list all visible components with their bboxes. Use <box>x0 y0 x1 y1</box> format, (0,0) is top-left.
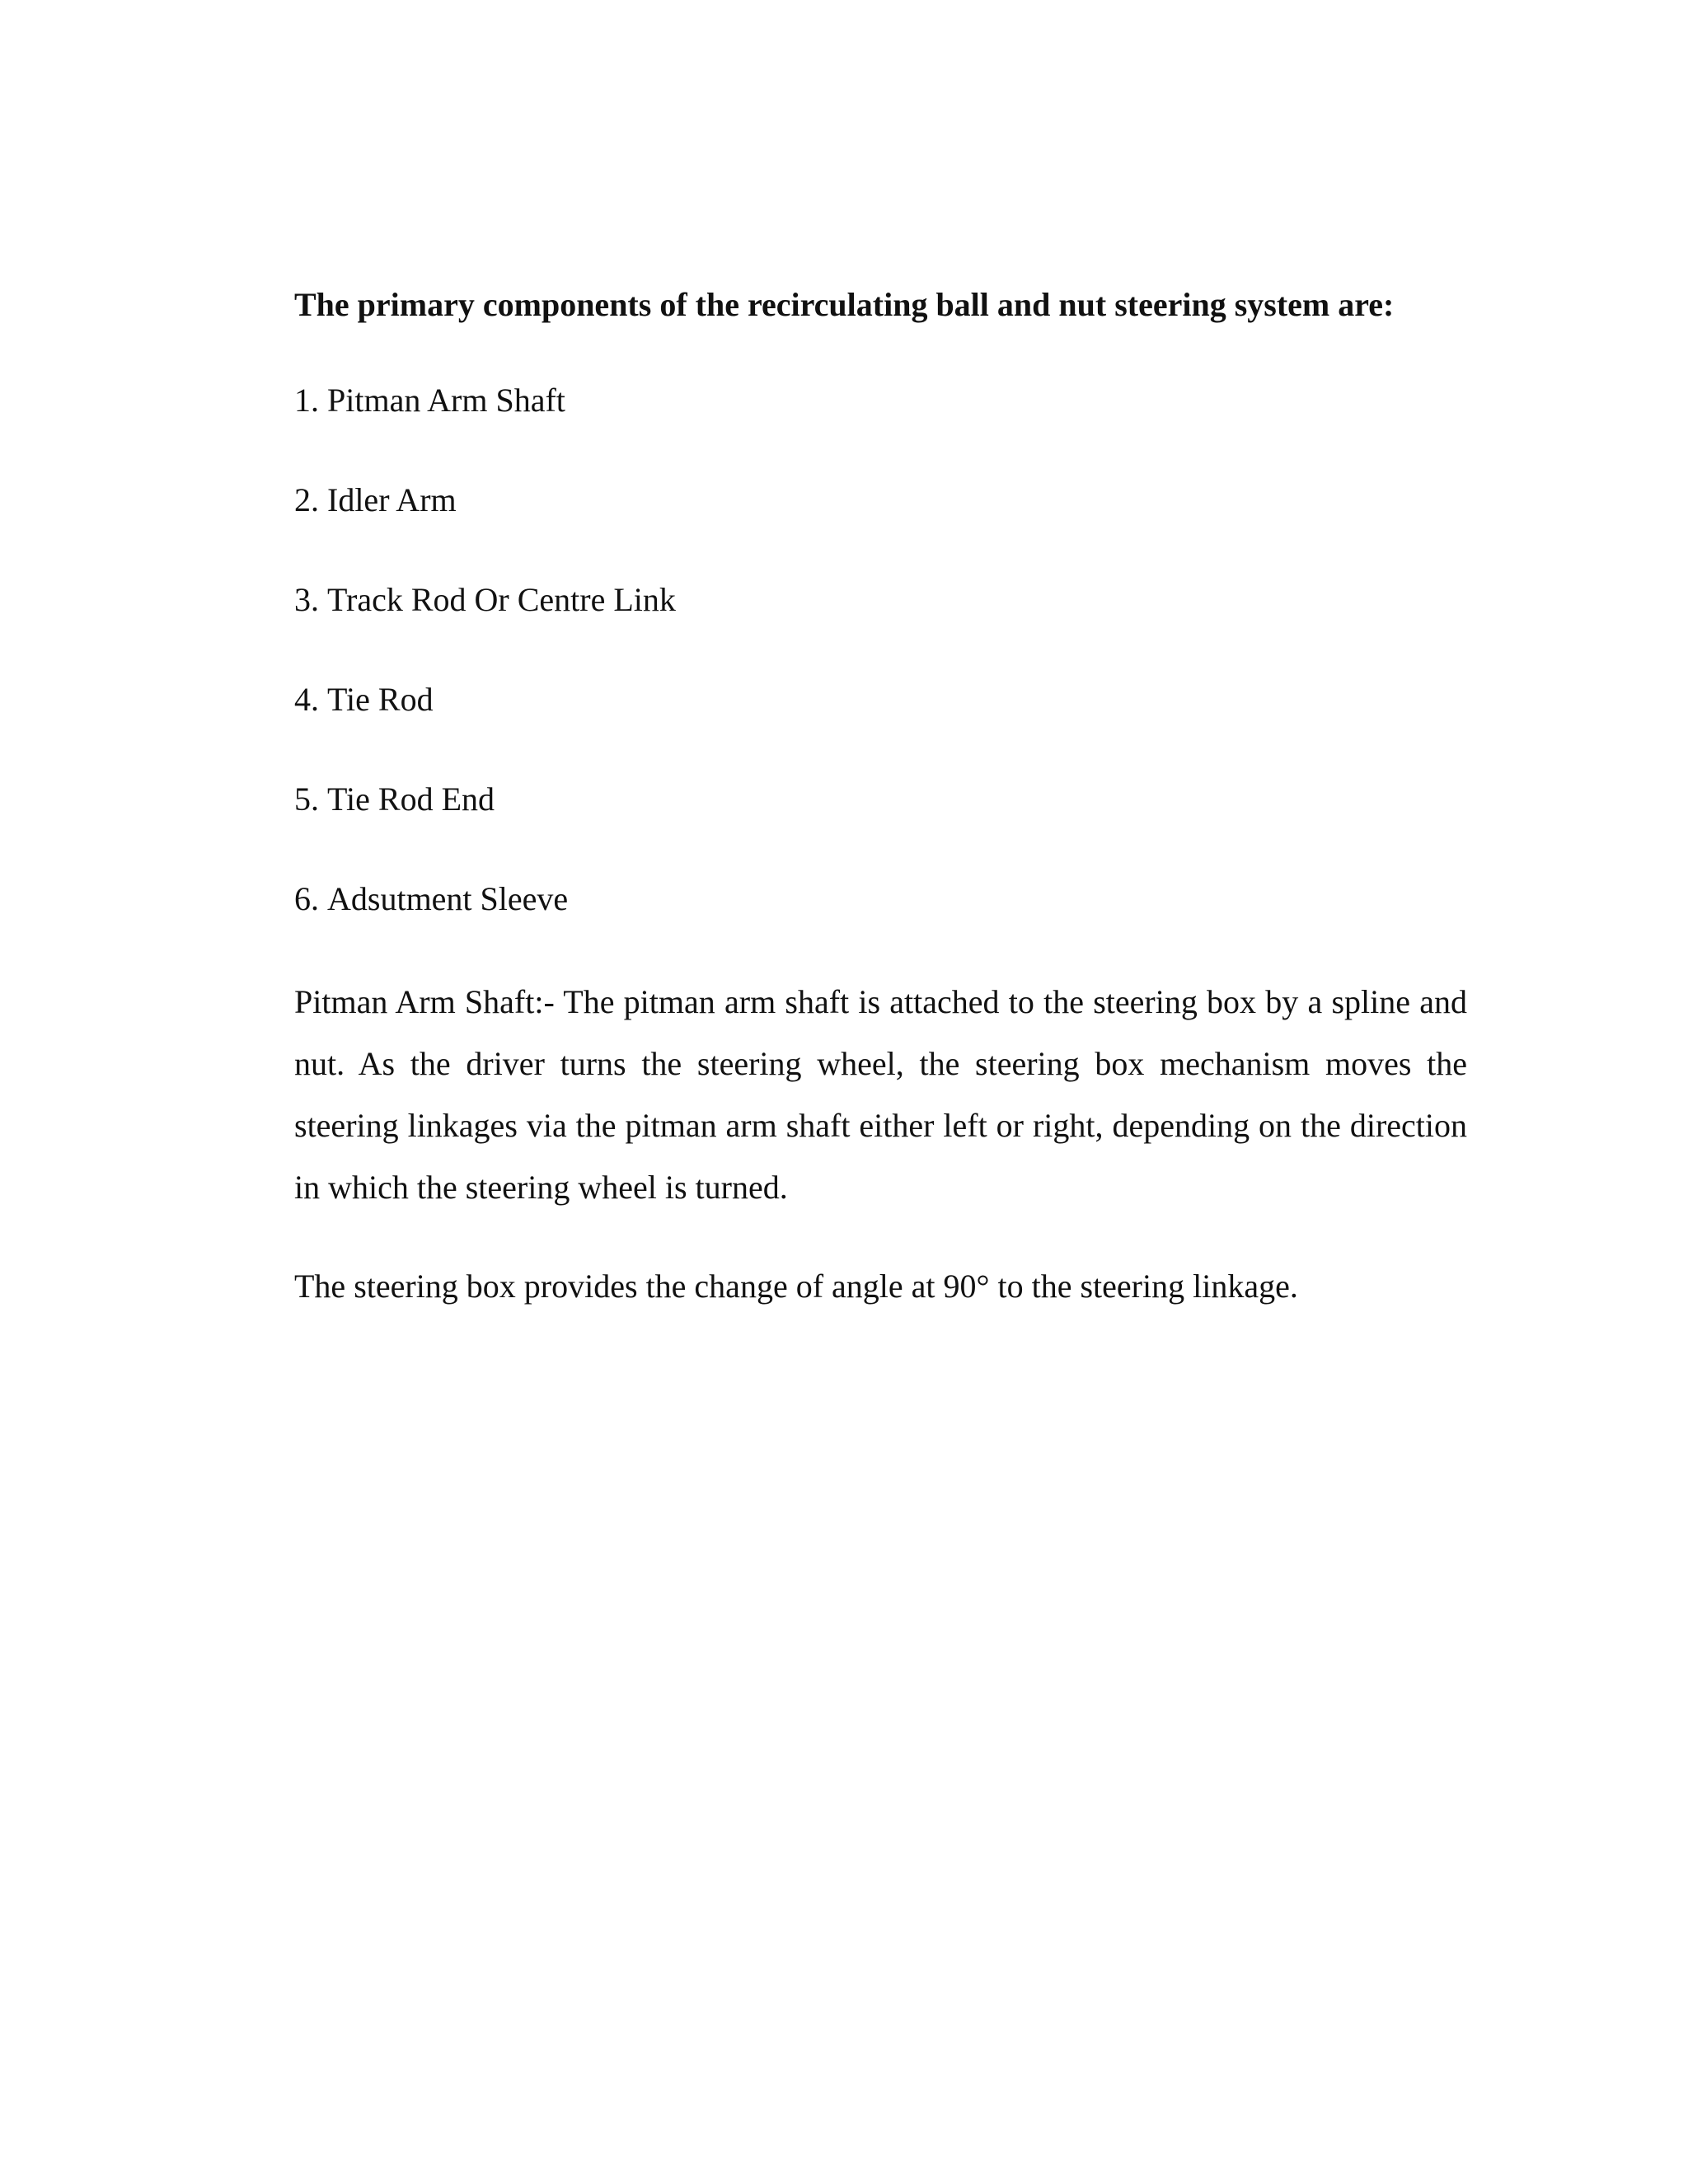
list-item <box>294 672 1467 728</box>
list-item-label: Adsutment Sleeve <box>327 880 569 917</box>
list-item-label: Track Rod Or Centre Link <box>327 581 676 618</box>
list-item-label: Idler Arm <box>327 481 457 518</box>
list-item-label: Tie Rod End <box>327 780 495 818</box>
list-item-label: Tie Rod <box>327 681 434 718</box>
pitman-arm-description: Pitman Arm Shaft:- The pitman arm shaft is attached to the steering box by a spline and nut. As the driver turns the steering wheel, the steering box mechanism moves the steering linkages via the pitman arm shaft either left or right, depending on the direction in which the steering wheel is turned. <box>294 983 1467 1206</box>
list-item-number: 1. <box>294 382 319 419</box>
components-list <box>294 373 1467 927</box>
list-item-number: 2. <box>294 481 319 518</box>
list-item <box>294 771 1467 827</box>
list-item <box>294 472 1467 528</box>
list-item <box>294 572 1467 628</box>
page-content <box>294 277 1467 1317</box>
list-item-number: 3. <box>294 581 319 618</box>
list-item-label: Pitman Arm Shaft <box>327 382 565 419</box>
steering-box-note: The steering box provides the change of angle at 90° to the steering linkage. <box>294 1268 1298 1305</box>
section-heading: The primary components of the recirculating ball and nut steering system are: <box>294 286 1395 323</box>
list-item <box>294 373 1467 429</box>
list-item-number: 4. <box>294 681 319 718</box>
list-item-number: 6. <box>294 880 319 917</box>
list-item <box>294 871 1467 927</box>
list-item-number: 5. <box>294 780 319 818</box>
